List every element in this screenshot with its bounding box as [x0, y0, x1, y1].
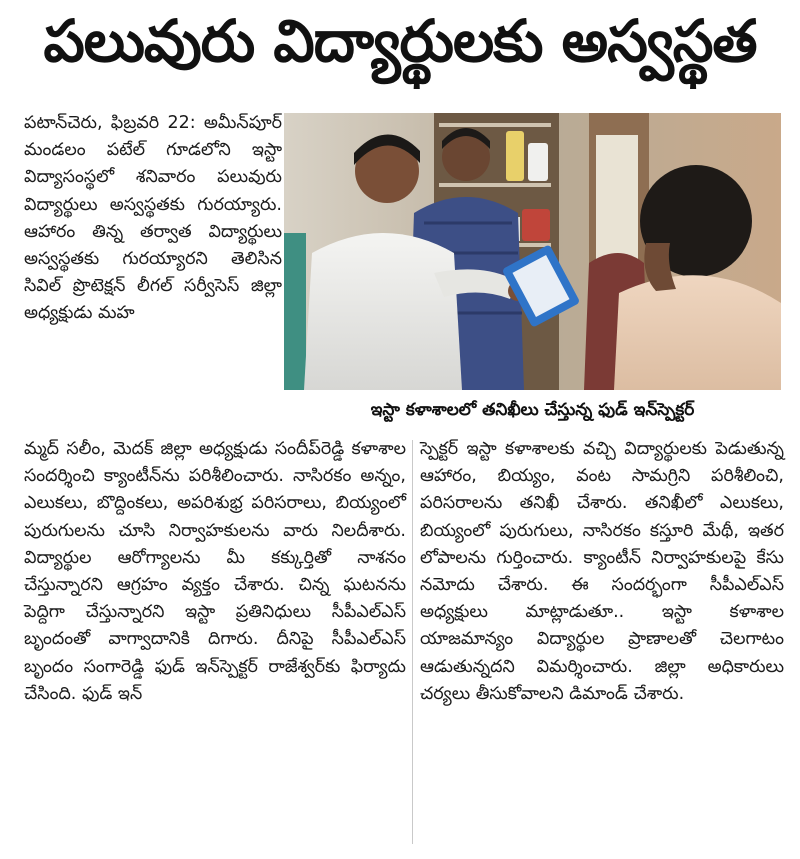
photo-illustration	[284, 113, 781, 390]
article-text-right: స్పెక్టర్ ఇస్టా కళాశాలకు వచ్చి విద్యార్థులకు పెడుతున్న ఆహారం, బియ్యం, వంట సామగ్రిని పరిశీలించి, పరిసరాలను తనిఖీ చేశారు. తనిఖీలో ఎలుకలు, బియ్యంలో పురుగులు, నాసిరకం కస్తూరి మేథీ, ఇతర లోపాలను గుర్తించారు. క్యాంటీన్ నిర్వాహకులపై కేసు నమోదు చేశారు. ఈ సందర్భంగా సీపీఎల్‌ఎస్ అధ్యక్షులు మాట్లాడుతూ.. ఇస్టా కళాశాల యాజమాన్యం విద్యార్థుల ప్రాణాలతో చెలగాటం ఆడుతున్నదని విమర్శించారు. జిల్లా అధికారులు చర్యలు తీసుకోవాలని డిమాండ్ చేశారు.	[420, 439, 784, 704]
headline: పలువురు విద్యార్థులకు అస్వస్థత	[43, 6, 757, 75]
column-divider	[412, 440, 413, 844]
photo-caption: ఇస్టా కళాశాలలో తనిఖీలు చేస్తున్న ఫుడ్ ఇన్‌స్పెక్టర్	[370, 400, 695, 420]
news-photo	[284, 113, 781, 390]
article-text-left-bottom: మ్మద్ సలీం, మెదక్ జిల్లా అధ్యక్షుడు సందీప్‌రెడ్డి కళాశాల సందర్శించి క్యాంటీన్‌ను పరిశీలించారు. నాసిరకం అన్నం, ఎలుకలు, బొద్దింకలు, అపరిశుభ్ర పరిసరాలు, బియ్యంలో పురుగులను చూసి నిర్వాహకులను వారు నిలదీశారు. విద్యార్థుల ఆరోగ్యాలను మీ కక్కుర్తితో నాశనం చేస్తున్నారని ఆగ్రహం వ్యక్తం చేశారు. చిన్న ఘటనను పెద్దిగా చేస్తున్నారని ఇస్టా ప్రతినిధులు సీపీఎల్‌ఎస్ బృందంతో వాగ్వాదానికి దిగారు. దీనిపై సీపీఎల్‌ఎస్ బృందం సంగారెడ్డి ఫుడ్ ఇన్‌స్పెక్టర్ రాజేశ్వర్‌కు ఫిర్యాదు చేసింది. ఫుడ్ ఇన్	[24, 439, 406, 704]
article-text-left-top: పటాన్‌చెరు, ఫిబ్రవరి 22: అమీన్‌పూర్ మండలం పటేల్ గూడలోని ఇస్టా విద్యాసంస్థలో శనివారం పలువురు విద్యార్థులు అస్వస్థతకు గురయ్యారు. ఆహారం తిన్న తర్వాత విద్యార్థులు అస్వస్థతకు గురయ్యారని తెలిసిన సివిల్ ప్రొటెక్షన్ లీగల్ సర్వీసెస్ జిల్లా అధ్యక్షుడు మహ	[24, 113, 282, 324]
